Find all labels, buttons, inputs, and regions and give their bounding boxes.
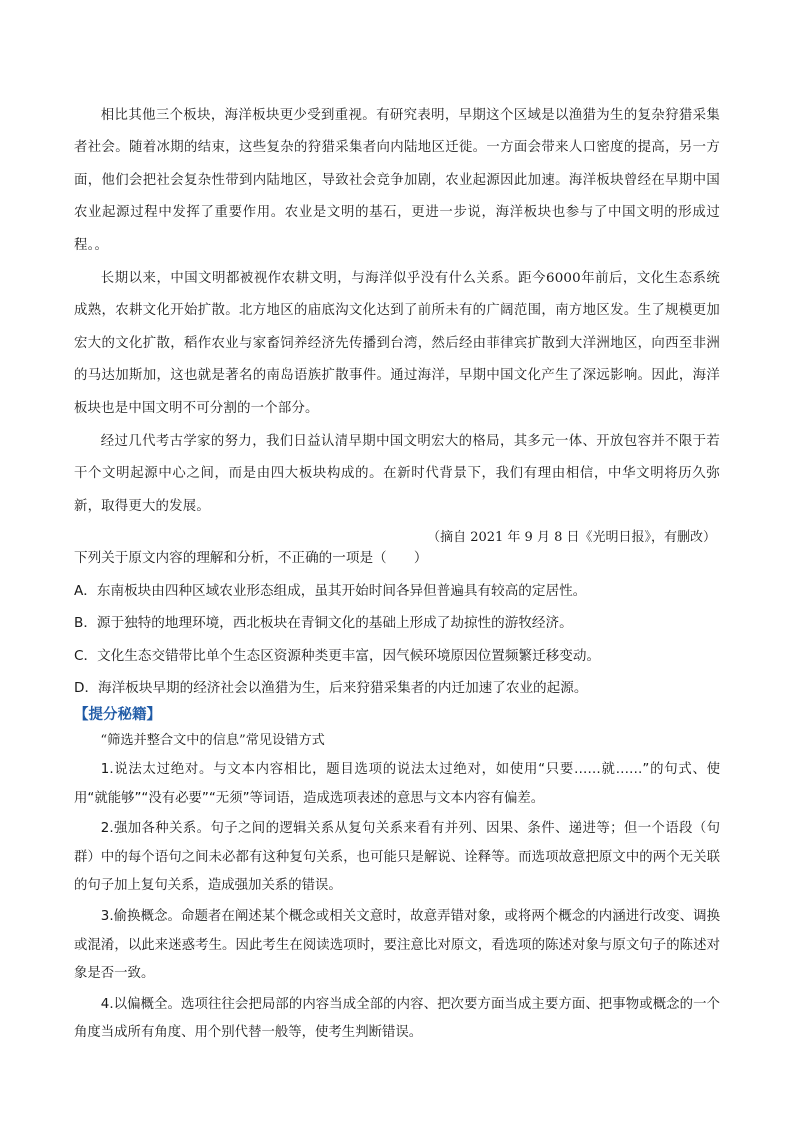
tips-title: 【提分秘籍】: [74, 707, 161, 723]
question-stem: 下列关于原文内容的理解和分析，不正确的一项是（ ）: [74, 550, 428, 566]
passage-source: （摘自 2021 年 9 月 8 日《光明日报》，有删改）: [427, 530, 716, 546]
passage-paragraph-conclusion: 经过几代考古学家的努力，我们日益认清早期中国文明宏大的格局，其多元一体、开放包容并不限于若干个文明起源中心之间，而是由四大板块构成的。在新时代背景下，我们有理由相信，中华文明将历久弥新，取得更大的发展。: [74, 434, 720, 514]
reading-passage: [74, 100, 720, 549]
tip-item-forced-relation: 2.强加各种关系。句子之间的逻辑关系从复句关系来看有并列、因果、条件、递进等；但一个语段（句群）中的每个语句之间未必都有这种复句关系，也可能只是解说、诠释等。而选项故意把原文中的两个无关联的句子加上复句关系，造成强加关系的错误。: [74, 821, 720, 894]
passage-paragraph-ocean-plate: 相比其他三个板块，海洋板块更少受到重视。有研究表明，早期这个区域是以渔猎为生的复杂狩猎采集者社会。随着冰期的结束，这些复杂的狩猎采集者向内陆地区迁徙。一方面会带来人口密度的提高，另一方面，他们会把社会复杂性带到内陆地区，导致社会竞争加剧，农业起源因此加速。海洋板块曾经在早期中国农业起源过程中发挥了重要作用。农业是文明的基石，更进一步说，海洋板块也参与了中国文明的形成过程。。: [74, 108, 720, 253]
tip-item-concept-substitution: 3.偷换概念。命题者在阐述某个概念或相关文意时，故意弄错对象，或将两个概念的内涵进行改变、调换或混淆，以此来迷惑考生。因此考生在阅读选项时，要注意比对原文，看选项的陈述对象与原文句子的陈述对象是否一致。: [74, 908, 720, 982]
option-a: A．东南板块由四种区域农业形态组成，虽其开始时间各异但普遍具有较高的定居性。: [74, 582, 587, 599]
option-c: C．文化生态交错带比单个生态区资源种类更丰富，因气候环境原因位置频繁迁移变动。: [74, 647, 601, 664]
tips-section: [74, 702, 720, 1048]
tip-item-overgeneralization: 4.以偏概全。选项往往会把局部的内容当成全部的内容、把次要方面当成主要方面、把事物或概念的一个角度当成所有角度、用个别代替一般等，使考生判断错误。: [74, 996, 720, 1041]
option-b: B．源于独特的地理环境，西北板块在青铜文化的基础上形成了劫掠性的游牧经济。: [74, 615, 573, 631]
tips-subtitle: “筛选并整合文中的信息”常见设错方式: [100, 733, 325, 748]
option-d: D．海洋板块早期的经济社会以渔猎为生，后来狩猎采集者的内迁加速了农业的起源。: [74, 680, 588, 696]
multiple-choice-question: [74, 542, 720, 705]
tip-item-absolute-statement: 1.说法太过绝对。与文本内容相比，题目选项的说法太过绝对，如使用“只要……就……”的句式、使用“就能够”“没有必要”“无须”等词语，造成选项表述的意思与文本内容有偏差。: [74, 762, 720, 806]
passage-paragraph-agricultural-civilization: 长期以来，中国文明都被视作农耕文明，与海洋似乎没有什么关系。距今6000年前后，文化生态系统成熟，农耕文化开始扩散。北方地区的庙底沟文化达到了前所未有的广阔范围，南方地区发。生了规模更加宏大的文化扩散，稻作农业与家畜饲养经济先传播到台湾，然后经由菲律宾扩散到大洋洲地区，向西至非洲的马达加斯加，这也就是著名的南岛语族扩散事件。通过海洋，早期中国文化产生了深远影响。因此，海洋板块也是中国文明不可分割的一个部分。: [74, 271, 720, 416]
